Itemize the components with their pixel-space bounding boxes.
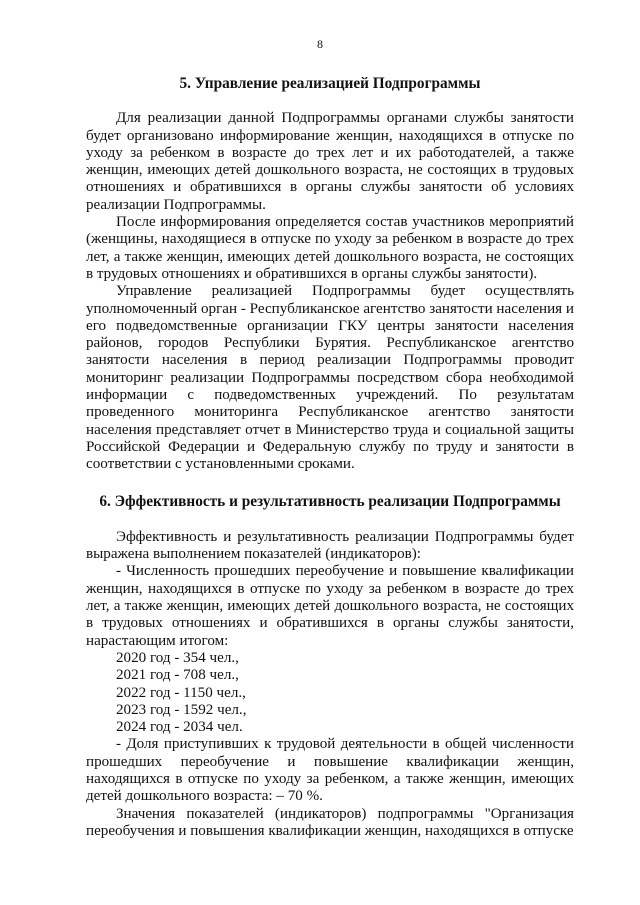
yearly-targets-list bbox=[86, 650, 574, 736]
section-5-paragraph-3: Управление реализацией Подпрограммы будет осуществлять уполномоченный орган - Республиканское агентство занятости населения и его подведомственные организации ГКУ центры занятости населения районов, городов Республики Бурятия. Республиканское агентство занятости населения в период реализации Подпрограммы проводит мониторинг реализации Подпрограммы посредством сбора необходимой информации с подведомственных учреждений. По результатам проведенного мониторинга Республиканское агентство занятости населения представляет отчет в Министерство труда и социальной защиты Российской Федерации и Федеральную службу по труду и занятости в соответствии с установленными сроками. bbox=[86, 283, 574, 473]
section-5-paragraph-1: Для реализации данной Подпрограммы органами службы занятости будет организовано информирование женщин, находящихся в отпуске по уходу за ребенком в возрасте до трех лет и их работодателей, а также женщин, имеющих детей дошкольного возраста, не состоящих в трудовых отношениях и обратившихся в органы службы занятости об условиях реализации Подпрограммы. bbox=[86, 110, 574, 213]
indicator-values-paragraph: Значения показателей (индикаторов) подпрограммы "Организация переобучения и повышения квалификации женщин, находящихся в отпуске bbox=[86, 805, 574, 839]
yearly-target-2021: 2021 год - 708 чел., bbox=[116, 667, 239, 684]
indicator-1-text: - Численность прошедших переобучение и повышение квалификации женщин, находящихся в отпуске по уходу за ребенком в возрасте до трех лет, а также женщин, имеющих детей дошкольного возраста, не состоящих в трудовых отношениях и обратившихся в органы службы занятости, нарастающим итогом: bbox=[86, 563, 574, 649]
section-5-paragraph-2: После информирования определяется состав участников мероприятий (женщины, находящиеся в отпуске по уходу за ребенком в возрасте до трех лет, а также женщин, имеющих детей дошкольного возраста, не состоящих в трудовых отношениях и обратившихся в органы службы занятости). bbox=[86, 214, 574, 282]
indicator-2-text: - Доля приступивших к трудовой деятельности в общей численности прошедших переобучение и повышение квалификации женщин, находящихся в отпуске по уходу за ребенком, а также женщин, имеющих детей дошкольного возраста: – 70 %. bbox=[86, 736, 574, 805]
section-5-heading: 5. Управление реализацией Подпрограммы bbox=[179, 75, 481, 92]
yearly-target-2022: 2022 год - 1150 чел., bbox=[116, 684, 246, 701]
section-6-intro: Эффективность и результативность реализации Подпрограммы будет выражена выполнением показателей (индикаторов): bbox=[86, 528, 574, 563]
yearly-target-2024: 2024 год - 2034 чел. bbox=[116, 719, 243, 736]
section-6-heading: 6. Эффективность и результативность реализации Подпрограммы bbox=[99, 492, 561, 510]
yearly-target-2023: 2023 год - 1592 чел., bbox=[116, 701, 247, 718]
yearly-target-2020: 2020 год - 354 чел., bbox=[116, 649, 239, 666]
page-number: 8 bbox=[317, 37, 323, 51]
document-body bbox=[86, 70, 574, 840]
